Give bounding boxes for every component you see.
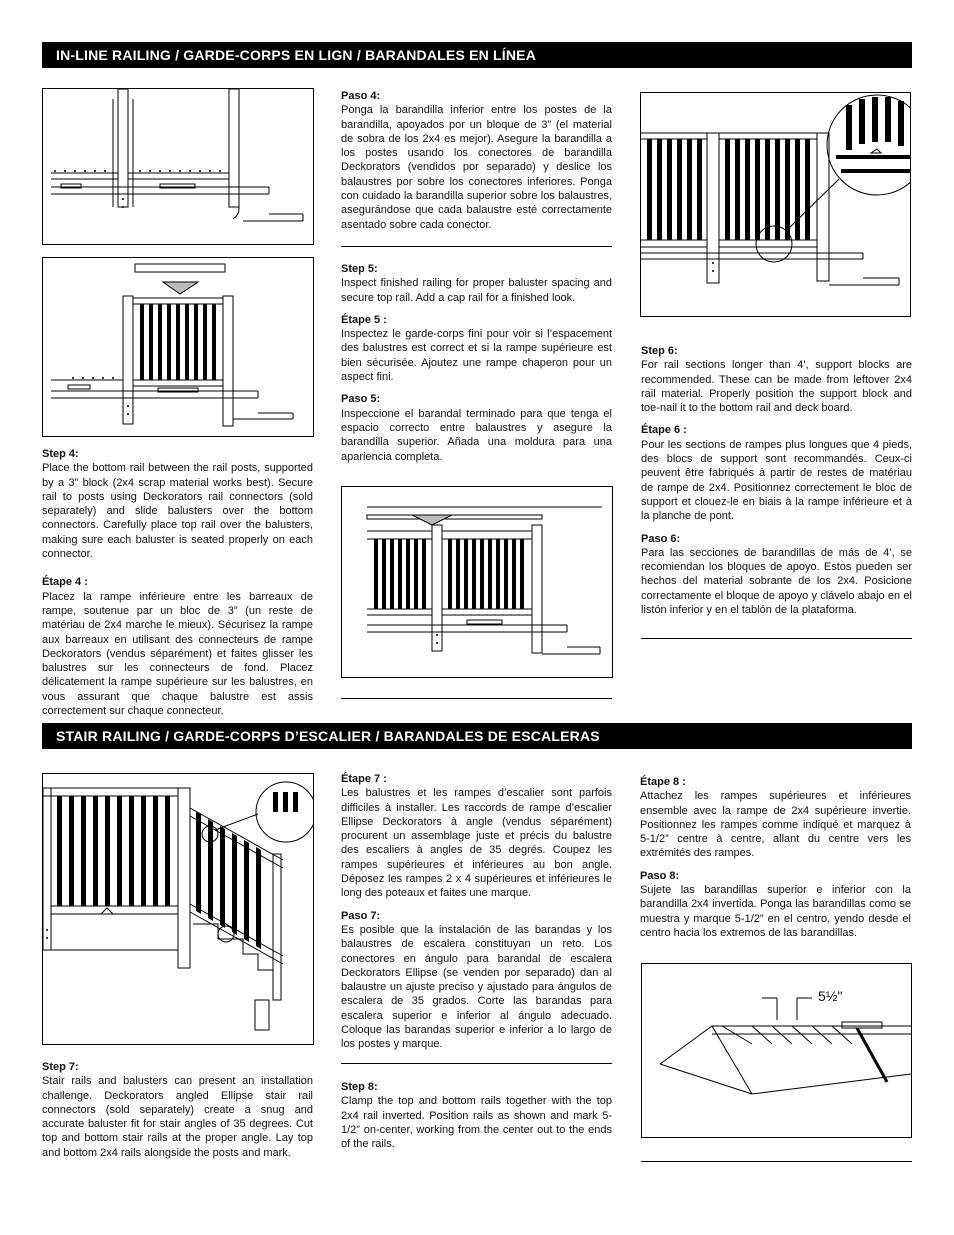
divider bbox=[341, 698, 612, 699]
step4-es-title: Paso 4: bbox=[341, 90, 381, 102]
step4-fr-title: Étape 4 : bbox=[42, 576, 88, 589]
step5-fr-text: Inspectez le garde-corps fini pour voir si l’espacement des balustres est correct et si la rampe supérieure est bien sécurisée. Ajoutez une rampe chaperon pour un aspect fini. bbox=[341, 328, 612, 384]
step4-text-left bbox=[42, 447, 313, 726]
step7-text-en bbox=[42, 1060, 313, 1168]
step5-fr-title: Étape 5 : bbox=[341, 313, 387, 326]
step4-fr-text: Placez la rampe inférieure entre les barreaux de rampe, soutenue par un bloc de 3” (un reste de matériau de 2x4 marche le mieux). Sécurisez la rampe aux barreaux en utilisant des connecteurs de rampe Deckorators (vendus séparément) et faites glisser les balustres sur les connecteurs de fond. Placez délicatement la rampe supérieure sur les balustres, en vous assurant que chaque balustre est assis correctement sur chaque connecteur. bbox=[42, 590, 313, 718]
step8-es-text: Sujete las barandillas superior e inferior con la barandilla 2x4 invertida. Ponga las barandillas como se muestra y marque 5-1/2” en el centro, yendo desde el centro hacia los extremos de las barandillas. bbox=[640, 884, 911, 939]
step4-text-es bbox=[341, 89, 612, 240]
step7-fr-title: Étape 7 : bbox=[341, 773, 387, 785]
step7-en-text: Stair rails and balusters can present an installation challenge. Deckorators angled Ellipse stair rail connectors (sold separately) create a snug and accurate baluster fit for stair angles of 35 degrees. Cut top and bottom stair rails at the proper angle. Lay top and bottom 2x4 rails alongside the posts and mark. bbox=[42, 1075, 313, 1159]
step5-en-text: Inspect finished railing for proper baluster spacing and secure top rail. Add a cap rail for a finished look. bbox=[341, 277, 612, 304]
step8-text-fr-es bbox=[640, 775, 911, 948]
step6-es-text: Para las secciones de barandillas de más de 4’, se recomiendan los bloques de apoyo. Estos pueden ser hechos del material sobrante de los 2x4. Posicione correctamente el bloque de apoyo y clávelo abajo en el listón inferior y en el tablón de la plataforma. bbox=[641, 546, 912, 617]
step6-fr-title: Étape 6 : bbox=[641, 424, 687, 437]
figure-step8-marking bbox=[641, 963, 912, 1138]
figure-step4-balusters bbox=[42, 257, 314, 437]
step6-fr-text: Pour les sections de rampes plus longues que 4 pieds, des blocs de support sont recommandés. Ceux-ci peuvent être fabriqués à partir de restes de matériau de rampe de 2x4. Positionnez correctement le bloc de support et clouez-le en biais à la rampe inférieure et à la planche de pont. bbox=[641, 438, 912, 523]
figure-step4-bottom-rail bbox=[42, 88, 314, 245]
step7-es-text: Es posible que la instalación de las barandas y los balaustres de escalera constituyan un reto. Los conectores en ángulo para barandal de escalera Deckorators Ellipse (se venden por separado) dan al balaustre un ajuste preciso y ajustado para ángulos de escalera de 35 grados. Corte las barandas para escalera superior e inferior al ángulo adecuado. Coloque las barandas superior e inferior a lo largo de los postes y marque. bbox=[341, 923, 612, 1051]
step7-text-fr-es bbox=[341, 772, 612, 1060]
step7-en-title: Step 7: bbox=[42, 1061, 79, 1073]
step6-en-title: Step 6: bbox=[641, 345, 678, 357]
step4-en-title: Step 4: bbox=[42, 448, 79, 460]
step4-es-text: Ponga la barandilla inferior entre los postes de la barandilla, apoyados por un bloque de 3” (el material de sobra de los 2x4 es mejor). Asegure la barandilla a los postes usando los conectores de barandilla Deckorators (vendidos por separado) y deslice los balaustres por sobre los conectores inferiores. Ponga con cuidado la barandilla superior sobre los balaustres, asegurándose que cada balaustre esté correctamente asentado sobre cada conector. bbox=[341, 104, 612, 231]
step8-text-en bbox=[341, 1080, 612, 1159]
figure-step5-cap-rail bbox=[341, 486, 613, 678]
step5-text bbox=[341, 262, 612, 472]
step8-es-title: Paso 8: bbox=[640, 869, 680, 882]
divider bbox=[641, 638, 912, 639]
dimension-label: 5½" bbox=[818, 988, 843, 1004]
step6-text bbox=[641, 344, 912, 625]
divider bbox=[341, 246, 612, 247]
figure-step6-support-block bbox=[640, 92, 911, 317]
divider bbox=[341, 1063, 612, 1064]
figure-step7-stair bbox=[42, 773, 314, 1045]
step6-en-text: For rail sections longer than 4’, support blocks are recommended. These can be made from leftover 2x4 rail material. Properly position the support block and toe-nail it to the bottom rail and deck board. bbox=[641, 359, 912, 415]
step6-es-title: Paso 6: bbox=[641, 532, 681, 545]
step8-fr-text: Attachez les rampes supérieures et inférieures ensemble avec la rampe de 2x4 supérieure invertie. Positionnez les rampes comme indiqué et marquez à 5-1/2” centre à centre, allant du centre vers les extrémités des rampes. bbox=[640, 790, 911, 860]
step8-en-title: Step 8: bbox=[341, 1081, 378, 1093]
step5-es-text: Inspeccione el barandal terminado para que tenga el espacio correcto entre balaustres y asegure la barandilla superior. Añada una moldura para una apariencia completa. bbox=[341, 407, 612, 463]
step8-fr-title: Étape 8 : bbox=[640, 776, 686, 788]
step7-fr-text: Les balustres et les rampes d’escalier sont parfois difficiles à installer. Les raccords de rampe d’escalier Ellipse Deckorators à angle (vendus séparément) procurent un assemblage juste et précis du balustre des escaliers à angles de 35 degrés. Coupez les rampes supérieures et inférieures au bon angle. Déposez les rampes 2 x 4 supérieures et inférieures le long des poteaux et faites une marque. bbox=[341, 787, 612, 900]
step8-en-text: Clamp the top and bottom rails together with the top 2x4 rail inverted. Position rails as shown and mark 5-1/2” on-center, working from the center out to the ends of the rails. bbox=[341, 1095, 612, 1151]
divider bbox=[641, 1161, 912, 1162]
section-header-inline: IN-LINE RAILING / GARDE-CORPS EN LIGN / BARANDALES EN LÍNEA bbox=[42, 42, 912, 68]
step5-es-title: Paso 5: bbox=[341, 393, 381, 406]
section-header-stair: STAIR RAILING / GARDE-CORPS D’ESCALIER / BARANDALES DE ESCALERAS bbox=[42, 723, 912, 749]
step5-en-title: Step 5: bbox=[341, 263, 378, 275]
step4-en-text: Place the bottom rail between the rail posts, supported by a 3” block (2x4 scrap material works best). Secure rail to posts using Deckorators rail connectors (sold separately) and slide balusters over the bottom connectors. Carefully place top rail over the balusters, making sure each baluster is seated properly on each connector. bbox=[42, 462, 313, 561]
step7-es-title: Paso 7: bbox=[341, 909, 381, 922]
